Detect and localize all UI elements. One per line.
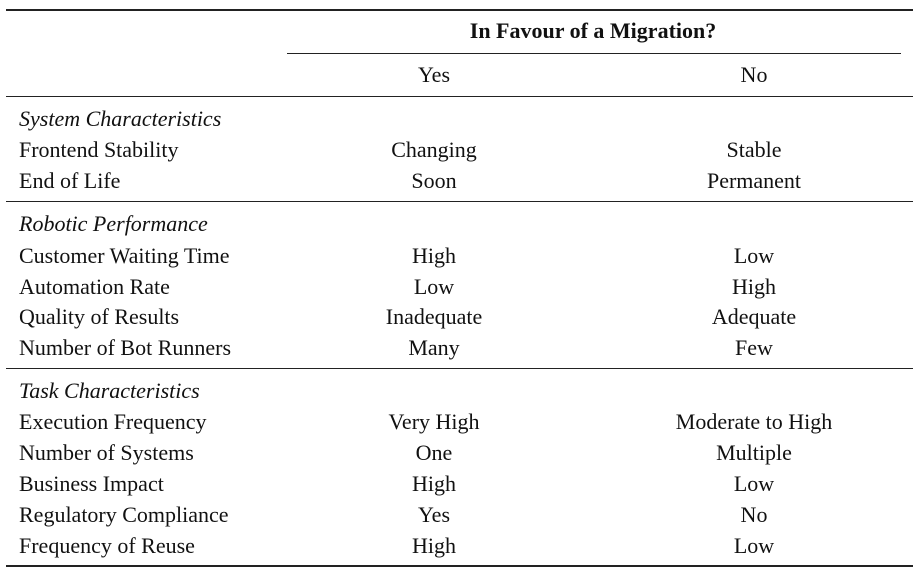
row-label: Business Impact xyxy=(19,471,164,496)
row-yes-value: Inadequate xyxy=(385,304,483,329)
row-label: Regulatory Compliance xyxy=(19,502,229,527)
row-yes-value: Changing xyxy=(391,137,477,162)
row-no-value: High xyxy=(732,274,776,299)
row-yes-value: High xyxy=(412,533,456,558)
section-title-robotic: Robotic Performance xyxy=(19,211,208,236)
row-no-value: No xyxy=(740,502,768,527)
row-no-value: Low xyxy=(733,533,775,558)
row-no-value: Adequate xyxy=(711,304,797,329)
section-title-task: Task Characteristics xyxy=(19,378,200,403)
row-label: Quality of Results xyxy=(19,304,180,329)
section-title-system: System Characteristics xyxy=(19,106,222,131)
section-divider-1 xyxy=(6,201,913,202)
row-label: End of Life xyxy=(19,168,121,193)
row-no-value: Moderate to High xyxy=(675,409,833,434)
row-yes-value: High xyxy=(412,471,456,496)
row-yes-value: Low xyxy=(413,274,455,299)
row-yes-value: Many xyxy=(408,335,460,360)
row-no-value: Multiple xyxy=(716,440,792,465)
row-no-value: Low xyxy=(733,471,775,496)
section-divider-2 xyxy=(6,368,913,369)
row-no-value: Permanent xyxy=(706,168,802,193)
bottom-rule xyxy=(6,565,913,567)
row-no-value: Few xyxy=(735,335,773,360)
row-no-value: Low xyxy=(733,243,775,268)
column-header-no: No xyxy=(740,62,768,87)
row-label: Number of Systems xyxy=(19,440,194,465)
row-label: Frequency of Reuse xyxy=(19,533,195,558)
row-yes-value: High xyxy=(412,243,456,268)
group-header-underline xyxy=(287,53,901,54)
row-yes-value: One xyxy=(415,440,453,465)
row-no-value: Stable xyxy=(726,137,782,162)
row-label: Execution Frequency xyxy=(19,409,207,434)
top-rule xyxy=(6,9,913,11)
header-bottom-rule xyxy=(6,96,913,97)
row-yes-value: Soon xyxy=(411,168,457,193)
group-header-title: In Favour of a Migration? xyxy=(469,18,717,43)
column-header-yes: Yes xyxy=(417,62,451,87)
row-yes-value: Very High xyxy=(388,409,480,434)
row-label: Customer Waiting Time xyxy=(19,243,230,268)
row-label: Frontend Stability xyxy=(19,137,179,162)
row-label: Number of Bot Runners xyxy=(19,335,232,360)
row-label: Automation Rate xyxy=(19,274,170,299)
row-yes-value: Yes xyxy=(417,502,451,527)
